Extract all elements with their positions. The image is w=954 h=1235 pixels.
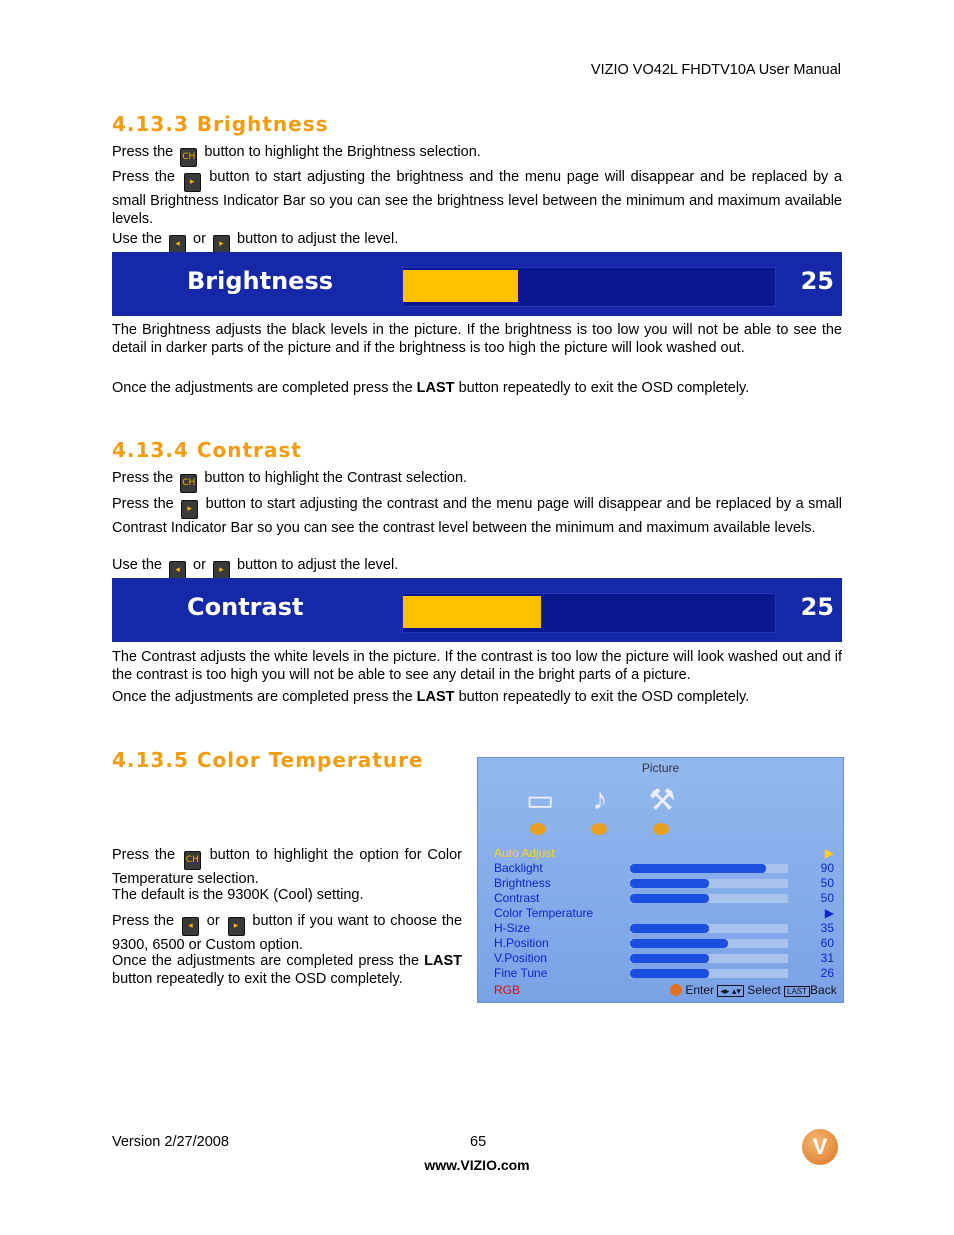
osd-row-value: 60 (820, 936, 834, 950)
last-keyword: LAST (416, 380, 455, 396)
osd-hints (670, 983, 837, 997)
color-temp-para-4 (112, 952, 462, 988)
bar-label: Contrast (187, 593, 304, 621)
bar-value: 25 (800, 267, 834, 295)
osd-row-label: Backlight (494, 861, 543, 875)
vol-right-button-icon: ▸ (184, 173, 201, 192)
osd-row-fill (630, 939, 728, 948)
osd-row-label: H-Size (494, 921, 531, 935)
color-temp-para-2: The default is the 9300K (Cool) setting. (112, 887, 364, 903)
manual-title: VIZIO VO42L FHDTV10A User Manual (590, 62, 841, 78)
osd-row-fill (630, 864, 766, 873)
brightness-para-5 (112, 379, 842, 397)
text: button if you want to choose the 9300, 6500 or Custom option. (112, 913, 463, 953)
osd-row-value: 35 (820, 921, 834, 935)
text: button to adjust the level. (237, 231, 399, 247)
last-key-icon: LAST (784, 986, 810, 997)
osd-row-track (630, 969, 788, 978)
text: button to start adjusting the brightness and the menu page will disappear and be replaced by a small Brightness Indicator Bar so you can see the brightness level between the minimum and maximum available levels. (112, 169, 843, 227)
vol-left-button-icon: ◂ (169, 561, 186, 580)
text: button to highlight the Contrast selection. (204, 470, 468, 486)
hint-enter: Enter (685, 983, 715, 997)
osd-row (494, 861, 834, 876)
contrast-para-1 (112, 469, 842, 493)
osd-row-track (630, 954, 788, 963)
osd-row-label: V.Position (494, 951, 547, 965)
brightness-para-3 (112, 230, 842, 254)
text: button repeatedly to exit the OSD completely. (458, 689, 750, 705)
text: or (193, 231, 206, 247)
select-arrows-icon: ◂▸ ▴▾ (717, 985, 744, 997)
osd-picture-menu (477, 757, 844, 1003)
ch-down-button-icon: CH (180, 148, 197, 167)
osd-row-label: Brightness (494, 876, 551, 890)
tv-icon: ▭ (525, 784, 555, 817)
hint-select: Select (747, 983, 781, 997)
contrast-heading: 4.13.4 Contrast (112, 438, 302, 462)
osd-row (494, 876, 834, 891)
osd-row-label: Color Temperature (494, 906, 594, 920)
hint-back: Back (810, 983, 837, 997)
contrast-indicator-bar (112, 578, 842, 642)
text: Once the adjustments are completed press the (112, 953, 420, 969)
text: Press the (112, 847, 176, 863)
osd-row-value: ▶ (824, 906, 834, 920)
website-url: www.VIZIO.com (424, 1157, 530, 1173)
text: Press the (112, 913, 175, 929)
osd-row-value: 50 (820, 891, 834, 905)
osd-row-track (630, 894, 788, 903)
text: button repeatedly to exit the OSD completely. (458, 380, 750, 396)
text: Once the adjustments are completed press the (112, 380, 413, 396)
vol-right-button-icon: ▸ (213, 561, 230, 580)
osd-row-value: ▶ (824, 846, 834, 860)
last-keyword: LAST (416, 689, 455, 705)
osd-row (494, 921, 834, 936)
vol-right-button-icon: ▸ (181, 500, 198, 519)
brightness-heading: 4.13.3 Brightness (112, 112, 329, 136)
bar-track (402, 593, 776, 633)
bar-value: 25 (800, 593, 834, 621)
osd-row-fill (630, 969, 709, 978)
bar-fill (403, 270, 518, 302)
osd-row-value: 31 (820, 951, 834, 965)
text: Use the (112, 557, 162, 573)
osd-row (494, 936, 834, 951)
osd-row-label: Contrast (494, 891, 540, 905)
vol-right-button-icon: ▸ (213, 235, 230, 254)
text: or (193, 557, 206, 573)
audio-icon: ♪ (592, 783, 608, 816)
osd-row-fill (630, 879, 709, 888)
vol-right-button-icon: ▸ (228, 917, 245, 936)
text: button to highlight the option for Color Temperature selection. (112, 847, 463, 887)
color-temp-para-1 (112, 846, 462, 888)
text: button to adjust the level. (237, 557, 399, 573)
osd-row-label: H.Position (494, 936, 549, 950)
osd-row (494, 846, 834, 861)
osd-row-track (630, 939, 788, 948)
osd-row (494, 951, 834, 966)
page-number: 65 (470, 1134, 487, 1150)
osd-row-track (630, 924, 788, 933)
osd-title: Picture (641, 761, 680, 775)
bar-track (402, 267, 776, 307)
text: Press the (112, 169, 175, 185)
text: button to start adjusting the contrast and the menu page will disappear and be replaced by a small Contrast Indicator Bar so you can see the contrast level between the minimum and maximum available levels. (112, 496, 843, 536)
osd-row-value: 26 (820, 966, 834, 980)
version-text: Version 2/27/2008 (112, 1134, 229, 1150)
wrench-icon: ⚒ (648, 784, 676, 817)
text: Once the adjustments are completed press the (112, 689, 413, 705)
contrast-para-4: The Contrast adjusts the white levels in the picture. If the contrast is too low the picture will look washed out and if the contrast is too high you will not be able to see any detail in the bright parts of a picture. (112, 649, 842, 683)
osd-row (494, 891, 834, 906)
osd-row-fill (630, 954, 709, 963)
audio-tab-indicator-icon (591, 823, 607, 835)
osd-row-label: Auto Adjust (494, 846, 555, 860)
text: Press the (112, 470, 174, 486)
osd-row (494, 906, 834, 921)
picture-tab-indicator-icon (530, 823, 546, 835)
contrast-para-2 (112, 495, 842, 537)
text: or (206, 913, 220, 929)
brightness-indicator-bar (112, 252, 842, 316)
osd-row-value: 50 (820, 876, 834, 890)
osd-row-label: Fine Tune (494, 966, 548, 980)
osd-row-track (630, 879, 788, 888)
text: Press the (112, 144, 174, 160)
osd-footer (494, 983, 839, 997)
text: Use the (112, 231, 162, 247)
vol-left-button-icon: ◂ (182, 917, 199, 936)
color-temp-heading: 4.13.5 Color Temperature (112, 748, 424, 772)
osd-row-fill (630, 894, 709, 903)
brightness-para-2 (112, 168, 842, 228)
setup-tab-indicator-icon (653, 823, 669, 835)
brightness-para-4: The Brightness adjusts the black levels in the picture. If the brightness is too low you will not be able to see the detail in darker parts of the picture and if the brightness is too high the picture will look washed out. (112, 322, 842, 356)
ch-down-button-icon: CH (184, 851, 201, 870)
vizio-logo-icon: V (802, 1129, 838, 1165)
osd-row-value: 90 (820, 861, 834, 875)
text: Press the (112, 496, 174, 512)
osd-row-fill (630, 924, 709, 933)
osd-mode: RGB (494, 983, 521, 997)
osd-row (494, 966, 834, 981)
text: button repeatedly to exit the OSD completely. (112, 971, 403, 987)
vol-left-button-icon: ◂ (169, 235, 186, 254)
bar-label: Brightness (187, 267, 334, 295)
color-temp-para-3 (112, 912, 462, 954)
ch-down-button-icon: CH (180, 474, 197, 493)
osd-row-track (630, 864, 788, 873)
bar-fill (403, 596, 541, 628)
last-keyword: LAST (424, 953, 463, 969)
brightness-para-1 (112, 143, 842, 167)
text: button to highlight the Brightness selection. (204, 144, 481, 160)
enter-icon (670, 984, 682, 996)
contrast-para-5 (112, 688, 842, 706)
contrast-para-3 (112, 556, 842, 580)
